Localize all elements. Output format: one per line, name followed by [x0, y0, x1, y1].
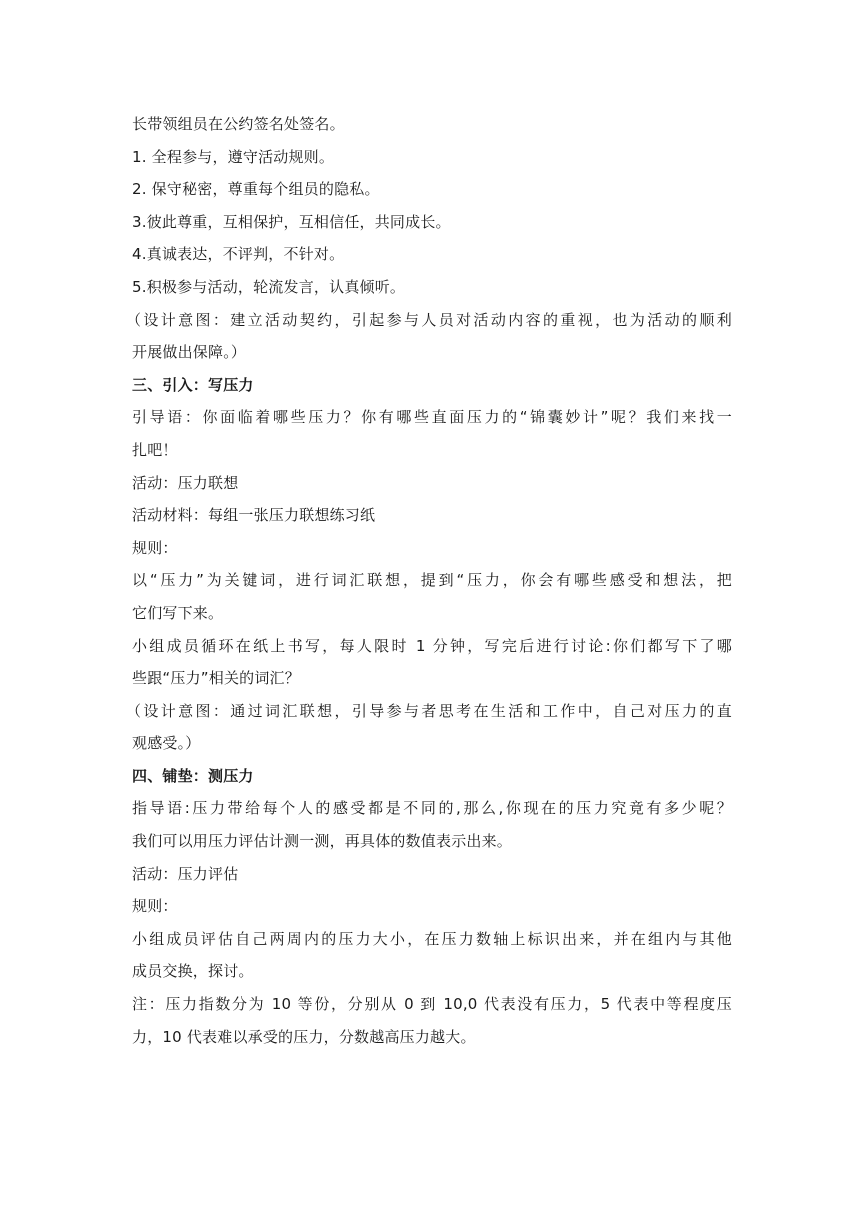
rules-label: 规则：	[132, 538, 178, 557]
text-line: 长带领组员在公约签名处签名。	[132, 115, 345, 133]
materials-line: 活动材料：每组一张压力联想练习纸	[132, 506, 376, 525]
guide-line: 我们可以用压力评估计测一测，再具体的数值表示出来。	[132, 832, 513, 851]
rules-line: 小组成员评估自己两周内的压力大小，在压力数轴上标识出来，并在组内与其他	[132, 929, 732, 948]
rule-item-4: 4.真诚表达，不评判，不针对。	[132, 245, 345, 264]
note-line: 力，10 代表难以承受的压力，分数越高压力越大。	[132, 1027, 476, 1046]
design-intent-line: 观感受。）	[132, 734, 201, 753]
section-heading-3: 三、引入：写压力	[132, 375, 254, 394]
rule-item-1: 1. 全程参与，遵守活动规则。	[132, 147, 335, 166]
guide-line: 指导语:压力带给每个人的感受都是不同的,那么,你现在的压力究竟有多少呢？	[132, 799, 732, 818]
rule-item-3: 3.彼此尊重，互相保护，互相信任，共同成长。	[132, 212, 451, 231]
intro-line: 引导语：你面临着哪些压力？你有哪些直面压力的“锦囊妙计”呢？我们来找一	[132, 408, 732, 427]
design-intent-line: 开展做出保障。）	[132, 343, 247, 362]
design-intent-line: （设计意图：建立活动契约，引起参与人员对活动内容的重视，也为活动的顺利	[126, 310, 732, 329]
activity-line: 活动：压力联想	[132, 473, 239, 492]
rules-line: 以“压力”为关键词，进行词汇联想，提到“压力，你会有哪些感受和想法，把	[132, 571, 732, 590]
intro-line: 扎吧！	[132, 440, 178, 459]
section-heading-4: 四、铺垫：测压力	[132, 766, 254, 785]
rules-line: 小组成员循环在纸上书写，每人限时 1 分钟，写完后进行讨论:你们都写下了哪	[132, 636, 732, 655]
rules-label: 规则：	[132, 897, 178, 916]
activity-line: 活动：压力评估	[132, 864, 239, 883]
document-body	[126, 108, 732, 1053]
rules-line: 它们写下来。	[132, 603, 224, 622]
rule-item-2: 2. 保守秘密，尊重每个组员的隐私。	[132, 180, 380, 199]
rules-line: 些跟“压力”相关的词汇？	[132, 669, 300, 688]
note-line: 注：压力指数分为 10 等份，分别从 0 到 10,0 代表没有压力，5 代表中等程度压	[132, 995, 732, 1014]
design-intent-line: （设计意图：通过词汇联想，引导参与者思考在生活和工作中，自己对压力的直	[126, 701, 732, 720]
rule-item-5: 5.积极参与活动，轮流发言，认真倾听。	[132, 277, 406, 296]
rules-line: 成员交换，探讨。	[132, 962, 254, 981]
